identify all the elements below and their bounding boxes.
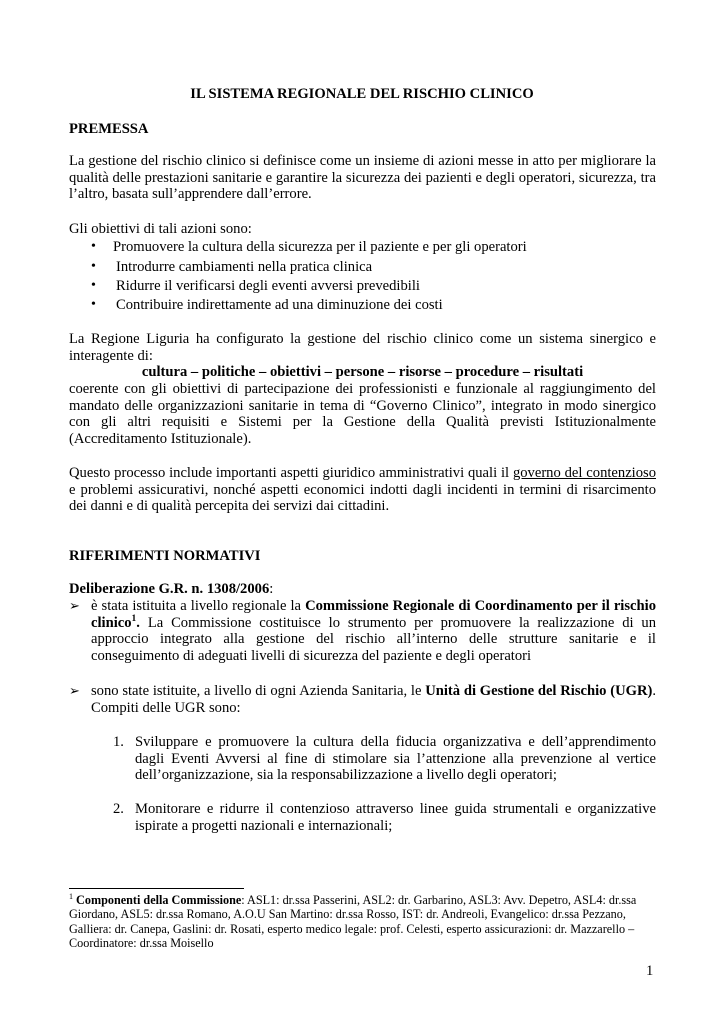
- footnote-number: 1: [69, 891, 73, 901]
- list-item: Contribuire indirettamente ad una diminuzione dei costi: [116, 297, 443, 313]
- ugr-task-2: Monitorare e ridurre il contenzioso attraverso linee guida strumentali e organizzative ispirate a progetti nazionali e internazionali;: [135, 801, 656, 834]
- premessa-paragraph-2: La Regione Liguria ha configurato la gestione del rischio clinico come un sistema sinergico e interagente di:: [69, 331, 656, 364]
- bullet-icon: •: [91, 297, 96, 312]
- arrow-bullet-icon: ➢: [69, 683, 80, 698]
- document-title: IL SISTEMA REGIONALE DEL RISCHIO CLINICO: [190, 86, 534, 102]
- list-number: 2.: [113, 801, 124, 817]
- list-item: Promuovere la cultura della sicurezza per il paziente e per gli operatori: [113, 239, 527, 255]
- ugr-task-1: Sviluppare e promuovere la cultura della fiducia organizzativa e dell’apprendimento dagli Eventi Avversi al fine di stimolare sia l’attenzione alla prevenzione al vertice dell’organizzazione, sia la responsabilizzazione a livello degli operatori;: [135, 734, 656, 784]
- list-item: Ridurre il verificarsi degli eventi avversi prevedibili: [116, 278, 420, 294]
- footnote-separator: [69, 888, 244, 889]
- premessa-paragraph-3: Questo processo include importanti aspetti giuridico amministrativi quali il governo del contenzioso e problemi assicurativi, nonché aspetti economici indotti dagli incidenti in termini di risarcimento dei danni e di qualità percepita dei servizi dai cittadini.: [69, 465, 656, 515]
- page-number: 1: [646, 963, 654, 979]
- sistema-components: cultura – politiche – obiettivi – persone – risorse – procedure – risultati: [141, 364, 584, 380]
- bullet-icon: •: [91, 259, 96, 274]
- footnote-ref: 1: [131, 613, 137, 624]
- section-heading-riferimenti: RIFERIMENTI NORMATIVI: [69, 548, 261, 564]
- premessa-paragraph-2-continued: coerente con gli obiettivi di partecipazione dei professionisti e funzionale al raggiungimento del mandato delle organizzazioni sanitarie in tema di “Governo Clinico”, integrato in modo sinergico con gli altri requisiti e Sistemi per la Gestione della Qualità previsti Istituzionalmente (Accreditamento Istituzionale).: [69, 381, 656, 447]
- delibera-item-commissione: è stata istituita a livello regionale la Commissione Regionale di Coordinamento per il rischio clinico$^1$. La Commissione costituisce lo strumento per promuovere la realizzazione di un approccio integrato alla gestione del rischio all’interno delle strutture sanitarie e il conseguimento di adeguati livelli di sicurezza del paziente e degli operatori: [91, 598, 656, 664]
- delibera-reference: Deliberazione G.R. n. 1308/2006:: [69, 581, 274, 597]
- list-number: 1.: [113, 734, 124, 750]
- footnote: $^1$ Componenti della Commissione: ASL1: dr.ssa Passerini, ASL2: dr. Garbarino, ASL3: Avv. Depetro, ASL4: dr.ssa Giordano, ASL5: dr.ssa Romano, A.O.U San Martino: dr.ssa Rosso, IST: dr. Andreoli, Evangelico: dr.ssa Pezzano, Galliera: dr. Canepa, Gaslini: dr. Rosati, esperto medico legale: prof. Celesti, esperto assicurazioni: dr. Mazzarello – Coordinatore: dr.ssa Moisello: [69, 891, 637, 951]
- list-item: Introdurre cambiamenti nella pratica clinica: [116, 259, 373, 275]
- delibera-item-ugr: sono state istituite, a livello di ogni Azienda Sanitaria, le Unità di Gestione del Rischio (UGR). Compiti delle UGR sono:: [91, 683, 657, 716]
- premessa-paragraph-1: La gestione del rischio clinico si definisce come un insieme di azioni messe in atto per migliorare la qualità delle prestazioni sanitarie e garantire la sicurezza dei pazienti e degli operatori, sicurezza, tra l’altro, basata sull’apprendere dall’errore.: [69, 153, 656, 203]
- governo-contenzioso-link[interactable]: governo del contenzioso: [512, 465, 656, 481]
- bullet-icon: •: [91, 278, 96, 293]
- arrow-bullet-icon: ➢: [69, 598, 80, 613]
- section-heading-premessa: PREMESSA: [69, 121, 149, 137]
- bullet-icon: •: [91, 239, 96, 254]
- obiettivi-intro: Gli obiettivi di tali azioni sono:: [69, 221, 252, 237]
